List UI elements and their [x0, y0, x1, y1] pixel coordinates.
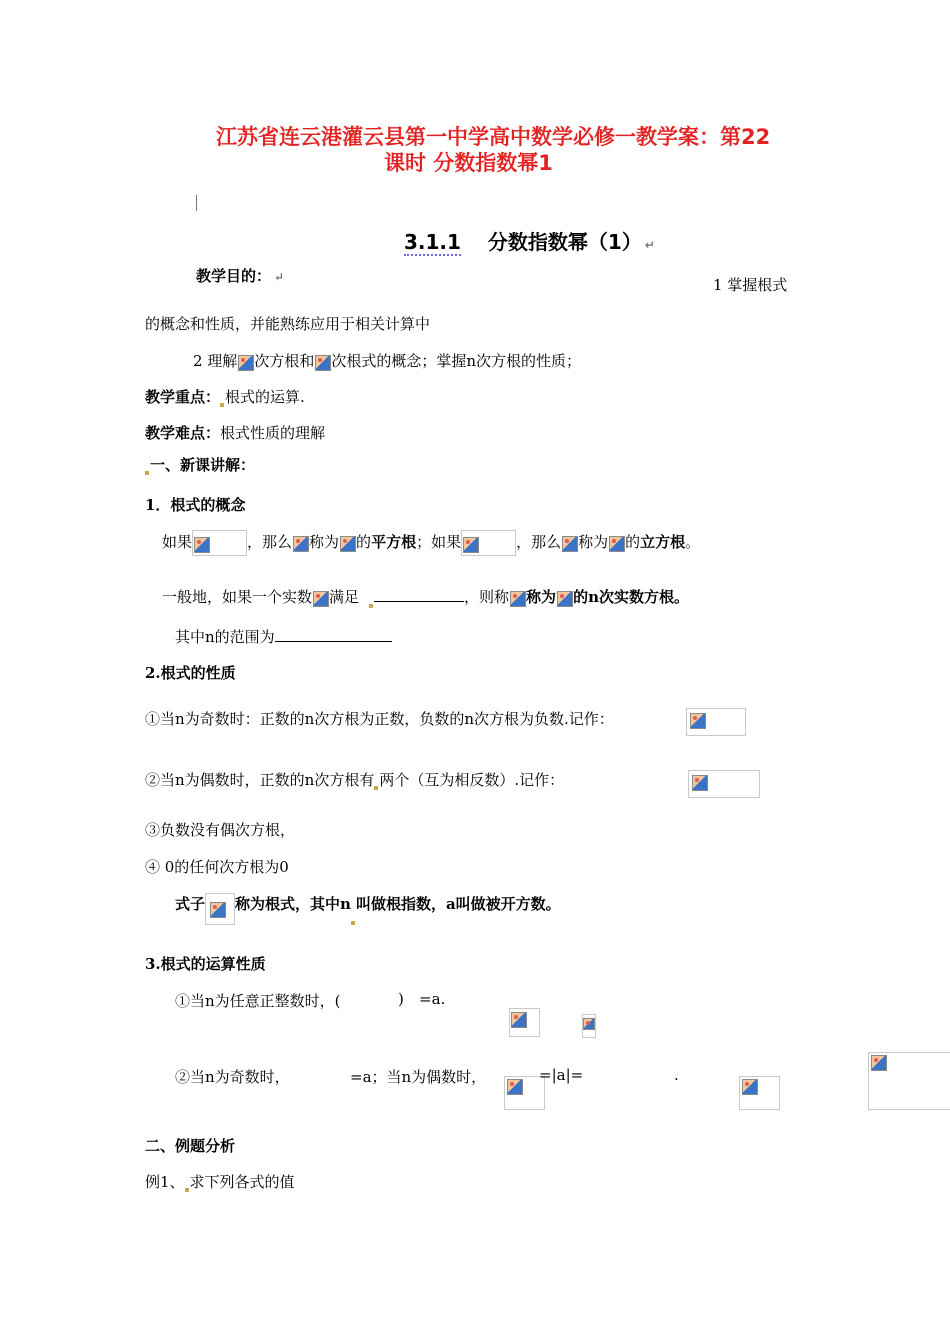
formula-image-icon [292, 533, 309, 553]
key-point: 教学重点： 根式的运算. [145, 388, 305, 406]
objective-1-end: 的概念和性质，并能熟练应用于相关计算中 [145, 315, 431, 333]
objective-2: 2 理解 次方根和 次根式的概念；掌握n次方根的性质； [193, 352, 581, 370]
return-mark-icon: ↵ [274, 270, 285, 284]
operation-2-period: . [674, 1066, 679, 1084]
document-title-line1: 江苏省连云港灌云县第一中学高中数学必修一教学案：第22 [216, 125, 771, 149]
concept-line-3: 其中n的范围为 [175, 626, 392, 647]
formula-image-icon [192, 530, 247, 556]
objectives-label: 教学目的： ↵ [196, 267, 285, 285]
example-1: 例1、 求下列各式的值 [145, 1173, 295, 1191]
section-title: 分数指数幂（1） [487, 230, 642, 254]
anchor-mark-icon [374, 786, 378, 790]
formula-image-icon [561, 533, 578, 553]
formula-image-icon [608, 533, 625, 553]
formula-image-icon [312, 590, 329, 607]
operation-1-text: ①当n为任意正整数时，( [175, 992, 341, 1010]
document-title-line2: 课时 分数指数幂1 [384, 151, 553, 175]
property-1: ①当n为奇数时：正数的n次方根为正数，负数的n次方根为负数.记作： [145, 710, 614, 728]
fill-in-blank [275, 629, 392, 642]
formula-image-icon [509, 588, 526, 608]
anchor-mark-icon [145, 471, 149, 475]
section-heading [404, 226, 655, 255]
section-number: 3.1.1 [404, 230, 461, 254]
anchor-mark-icon [220, 403, 224, 407]
formula-image-icon [582, 1014, 596, 1038]
radical-definition: 式子 称为根式，其中n 叫做根指数，a叫做被开方数。 [175, 893, 561, 925]
formula-image-icon [686, 708, 746, 736]
formula-image-icon [237, 354, 254, 371]
property-4: ④ 0的任何次方根为0 [145, 858, 289, 876]
operations-title: 3.根式的运算性质 [145, 955, 266, 973]
operation-2-odd: ②当n为奇数时， [175, 1068, 290, 1086]
operation-1-paren: ) [398, 990, 404, 1008]
formula-image-icon [688, 770, 760, 798]
formula-image-icon [461, 530, 516, 556]
formula-image-icon [739, 1076, 780, 1110]
formula-image-icon [314, 354, 331, 371]
property-3: ③负数没有偶次方根， [145, 821, 296, 839]
property-2: ②当n为偶数时，正数的n次方根有 两个（互为相反数）.记作： [145, 771, 565, 789]
formula-image-icon [509, 1008, 540, 1037]
anchor-mark-icon [369, 604, 373, 608]
concept-title: 1．根式的概念 [145, 496, 246, 514]
properties-title: 2.根式的性质 [145, 664, 236, 682]
formula-image-icon [339, 533, 356, 553]
return-mark-icon: ↵ [644, 238, 655, 252]
fill-in-blank [374, 589, 464, 602]
operation-1-result: =a. [419, 990, 446, 1008]
formula-image-icon [556, 588, 573, 608]
difficulty: 教学难点：根式性质的理解 [145, 424, 326, 442]
text-cursor [196, 195, 197, 211]
formula-image-icon [868, 1052, 950, 1110]
anchor-mark-icon [185, 1188, 189, 1192]
operation-2-abs: =|a|= [539, 1066, 584, 1084]
formula-image-icon [205, 893, 235, 925]
concept-line-1: 如果 ，那么 称为 的平方根；如果 ，那么 称为 的立方根。 [162, 530, 700, 556]
operation-2-even: =a；当n为偶数时， [350, 1068, 487, 1086]
anchor-mark-icon [351, 921, 355, 925]
part2-title: 二、例题分析 [145, 1137, 236, 1155]
part1-title: 一、新课讲解： [145, 454, 255, 475]
concept-line-2: 一般地，如果一个实数 满足 ，则称 称为 的n次实数方根。 [162, 588, 689, 606]
objective-1-start: 1 掌握根式 [713, 276, 788, 294]
